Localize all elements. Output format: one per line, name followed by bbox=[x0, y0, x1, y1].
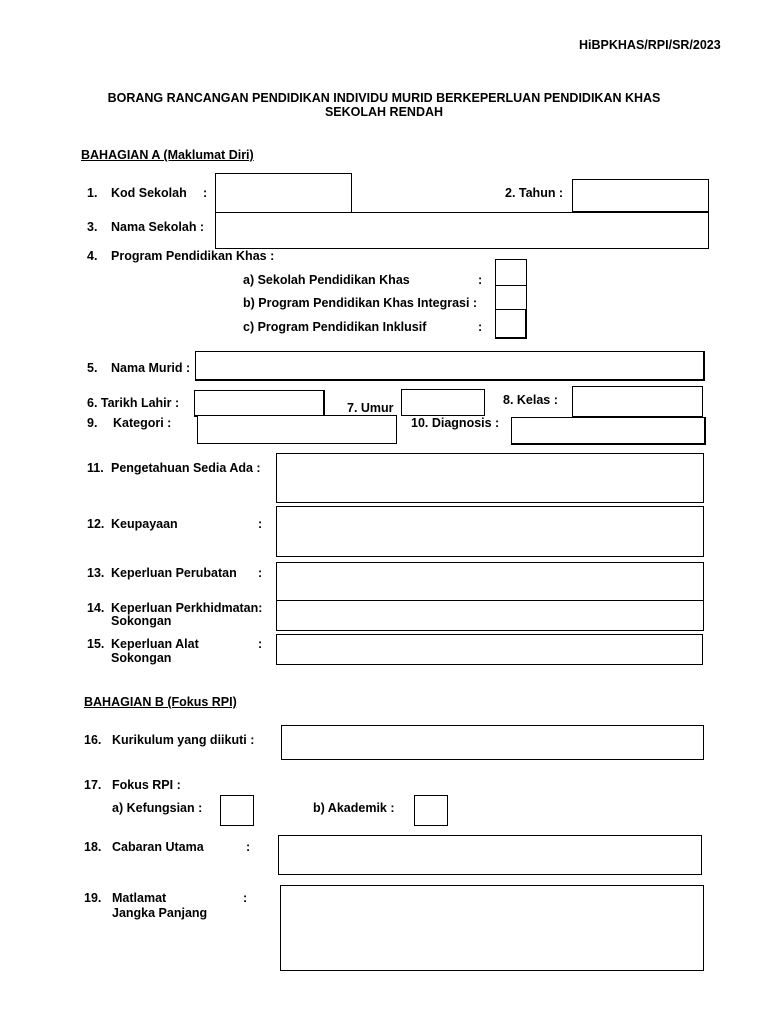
cabaran-utama-field[interactable] bbox=[278, 835, 702, 875]
umur-field[interactable] bbox=[401, 389, 485, 416]
matlamat-jangka-panjang-field[interactable] bbox=[280, 885, 704, 971]
field-12-number: 12. bbox=[87, 517, 105, 531]
keupayaan-label: Keupayaan bbox=[111, 517, 178, 531]
nama-sekolah-label: Nama Sekolah : bbox=[111, 220, 205, 234]
form-reference-code: HiBPKHAS/RPI/SR/2023 bbox=[579, 38, 721, 52]
keperluan-perubatan-field[interactable] bbox=[276, 562, 704, 601]
keperluan-alat-field[interactable] bbox=[276, 634, 703, 665]
form-title-line2: SEKOLAH RENDAH bbox=[324, 105, 444, 119]
tahun-field[interactable] bbox=[572, 179, 709, 212]
kod-sekolah-field[interactable] bbox=[215, 173, 352, 213]
tarikh-lahir-label: 6. Tarikh Lahir : bbox=[87, 396, 180, 410]
nama-murid-field[interactable] bbox=[195, 351, 705, 381]
field-13-number: 13. bbox=[87, 566, 105, 580]
program-pendidikan-inklusif-checkbox[interactable] bbox=[495, 309, 527, 339]
field-14-number: 14. bbox=[87, 601, 105, 615]
kurikulum-field[interactable] bbox=[281, 725, 704, 760]
field-17-number: 17. bbox=[84, 778, 102, 792]
field-19-number: 19. bbox=[84, 891, 102, 905]
matlamat-label: Matlamat bbox=[112, 891, 167, 905]
cabaran-utama-label: Cabaran Utama bbox=[112, 840, 204, 854]
section-a-heading: BAHAGIAN A (Maklumat Diri) bbox=[81, 148, 254, 162]
keperluan-perkhidmatan-field[interactable] bbox=[276, 600, 704, 631]
form-title-line1: BORANG RANCANGAN PENDIDIKAN INDIVIDU MURID BERKEPERLUAN PENDIDIKAN KHAS bbox=[107, 91, 661, 105]
keperluan-alat-colon: : bbox=[258, 637, 263, 651]
field-4-number: 4. bbox=[87, 249, 98, 263]
matlamat-colon: : bbox=[243, 891, 248, 905]
sekolah-pendidikan-khas-checkbox[interactable] bbox=[495, 259, 527, 286]
keupayaan-field[interactable] bbox=[276, 506, 704, 557]
kategori-label: Kategori : bbox=[113, 416, 172, 430]
program-pendidikan-inklusif-colon: : bbox=[478, 320, 483, 334]
field-1-number: 1. bbox=[87, 186, 98, 200]
cabaran-utama-colon: : bbox=[246, 840, 251, 854]
diagnosis-field[interactable] bbox=[511, 417, 706, 445]
keperluan-alat-label-line2: Sokongan bbox=[111, 651, 172, 665]
diagnosis-label: 10. Diagnosis : bbox=[411, 416, 500, 430]
kod-sekolah-colon: : bbox=[203, 186, 208, 200]
nama-sekolah-field[interactable] bbox=[215, 212, 709, 249]
keperluan-perkhidmatan-label: Keperluan Perkhidmatan: bbox=[111, 601, 263, 615]
pengetahuan-sedia-ada-field[interactable] bbox=[276, 453, 704, 503]
sekolah-pendidikan-khas-label: a) Sekolah Pendidikan Khas bbox=[243, 273, 410, 287]
akademik-checkbox[interactable] bbox=[414, 795, 448, 826]
tarikh-lahir-field[interactable] bbox=[194, 390, 325, 417]
program-pendidikan-inklusif-label: c) Program Pendidikan Inklusif bbox=[243, 320, 427, 334]
kelas-label: 8. Kelas : bbox=[503, 393, 558, 407]
nama-murid-label: Nama Murid : bbox=[111, 361, 191, 375]
sekolah-pendidikan-khas-colon: : bbox=[478, 273, 483, 287]
kefungsian-label: a) Kefungsian : bbox=[112, 801, 203, 815]
kurikulum-label: Kurikulum yang diikuti : bbox=[112, 733, 255, 747]
keperluan-perkhidmatan-label-line2: Sokongan bbox=[111, 614, 172, 628]
tahun-label: 2. Tahun : bbox=[505, 186, 564, 200]
field-11-number: 11. bbox=[87, 461, 104, 475]
pengetahuan-sedia-ada-label: Pengetahuan Sedia Ada : bbox=[111, 461, 261, 475]
program-pendidikan-khas-integrasi-label: b) Program Pendidikan Khas Integrasi : bbox=[243, 296, 478, 310]
field-3-number: 3. bbox=[87, 220, 98, 234]
program-pendidikan-khas-integrasi-checkbox[interactable] bbox=[495, 285, 527, 310]
keperluan-perubatan-colon: : bbox=[258, 566, 263, 580]
kefungsian-checkbox[interactable] bbox=[220, 795, 254, 826]
keperluan-alat-label: Keperluan Alat bbox=[111, 637, 199, 651]
matlamat-label-line2: Jangka Panjang bbox=[112, 906, 208, 920]
field-9-number: 9. bbox=[87, 416, 98, 430]
section-b-heading: BAHAGIAN B (Fokus RPI) bbox=[84, 695, 237, 709]
field-18-number: 18. bbox=[84, 840, 102, 854]
akademik-label: b) Akademik : bbox=[313, 801, 395, 815]
keperluan-perubatan-label: Keperluan Perubatan bbox=[111, 566, 237, 580]
keupayaan-colon: : bbox=[258, 517, 263, 531]
field-16-number: 16. bbox=[84, 733, 102, 747]
umur-label: 7. Umur bbox=[347, 401, 394, 415]
field-5-number: 5. bbox=[87, 361, 98, 375]
kategori-field[interactable] bbox=[197, 415, 397, 444]
fokus-rpi-label: Fokus RPI : bbox=[112, 778, 181, 792]
kelas-field[interactable] bbox=[572, 386, 703, 417]
program-pendidikan-khas-label: Program Pendidikan Khas : bbox=[111, 249, 275, 263]
field-15-number: 15. bbox=[87, 637, 105, 651]
kod-sekolah-label: Kod Sekolah bbox=[111, 186, 187, 200]
